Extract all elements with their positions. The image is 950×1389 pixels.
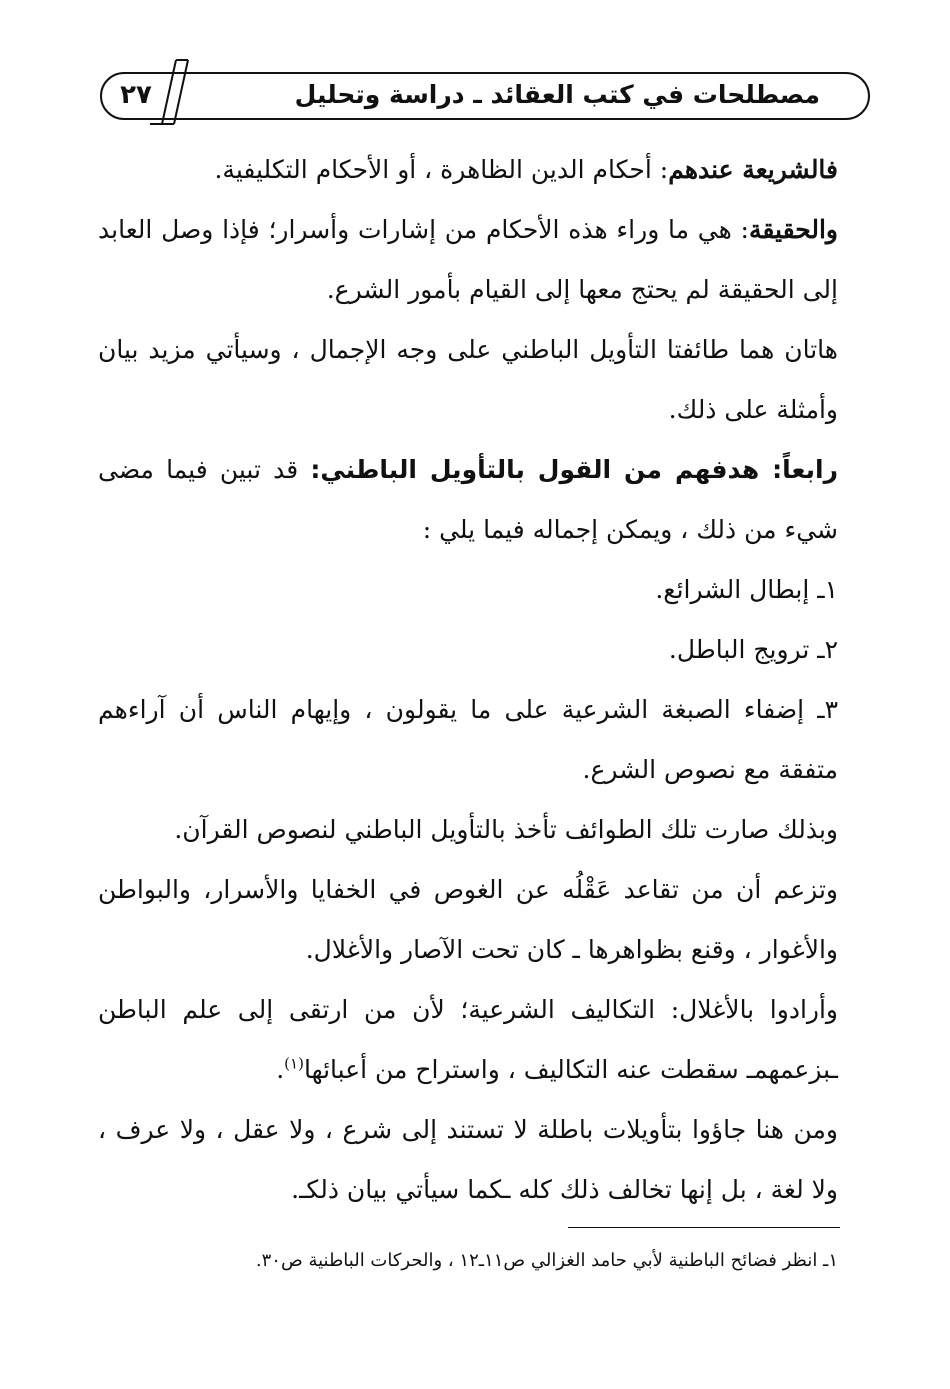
- footnote-reference[interactable]: (١): [284, 1054, 304, 1073]
- definition-haqiqah: : هي ما وراء هذه الأحكام من إشارات وأسرار؛ فإذا وصل العابد إلى الحقيقة لم يحتج معها إلى القيام بأمور الشرع.: [98, 215, 838, 304]
- page-number: ٢٧: [120, 80, 152, 110]
- list-item: ١ـ إبطال الشرائع.: [655, 575, 838, 604]
- paragraph-aghlal-text: وأرادوا بالأغلال: التكاليف الشرعية؛ لأن من ارتقى إلى علم الباطن ـبزعمهمـ سقطت عنه التكاليف ، واستراح من أعبائها: [98, 995, 838, 1084]
- paragraph-conclusion: ومن هنا جاؤوا بتأويلات باطلة لا تستند إلى شرع ، ولا عقل ، ولا عرف ، ولا لغة ، بل إنها تخالف ذلك كله ـكما سيأتي بيان ذلكـ.: [98, 1115, 838, 1204]
- paragraph-shariah: [98, 140, 838, 200]
- term-haqiqah: والحقيقة: [748, 215, 838, 244]
- footnote: ١ـ انظر فضائح الباطنية لأبي حامد الغزالي ص١١ـ١٢ ، والحركات الباطنية ص٣٠.: [255, 1250, 838, 1271]
- list-item: ٣ـ إضفاء الصبغة الشرعية على ما يقولون ، وإيهام الناس أن آراءهم متفقة مع نصوص الشرع.: [98, 695, 838, 784]
- footnote-divider: [568, 1227, 840, 1228]
- definition-shariah: : أحكام الدين الظاهرة ، أو الأحكام التكليفية.: [214, 155, 669, 184]
- body-text: [98, 140, 838, 1220]
- paragraph-fourth: [98, 440, 838, 560]
- section-intro-fourth: قد تبين فيما مضى شيء من ذلك ، ويمكن إجماله فيما يلي :: [98, 455, 838, 544]
- paragraph-claim: وتزعم أن من تقاعد عَقْلُه عن الغوص في الخفايا والأسرار، والبواطن والأغوار ، وقنع بظواهرها ـ كان تحت الآصار والأغلال.: [98, 875, 838, 964]
- list-item: ٢ـ ترويج الباطل.: [668, 635, 838, 664]
- paragraph-aghlal: [98, 980, 838, 1100]
- paragraph-aghlal-end: .: [276, 1055, 285, 1084]
- paragraph-summary: هاتان هما طائفتا التأويل الباطني على وجه الإجمال ، وسيأتي مزيد بيان وأمثلة على ذلك.: [98, 335, 838, 424]
- section-heading-fourth: رابعاً: هدفهم من القول بالتأويل الباطني:: [310, 455, 838, 484]
- paragraph-consequence: وبذلك صارت تلك الطوائف تأخذ بالتأويل الباطني لنصوص القرآن.: [174, 815, 838, 844]
- paragraph-haqiqah: [98, 200, 838, 320]
- running-header-title: مصطلحات في كتب العقائد ـ دراسة وتحليل: [294, 80, 820, 109]
- term-shariah: فالشريعة عندهم: [668, 155, 838, 184]
